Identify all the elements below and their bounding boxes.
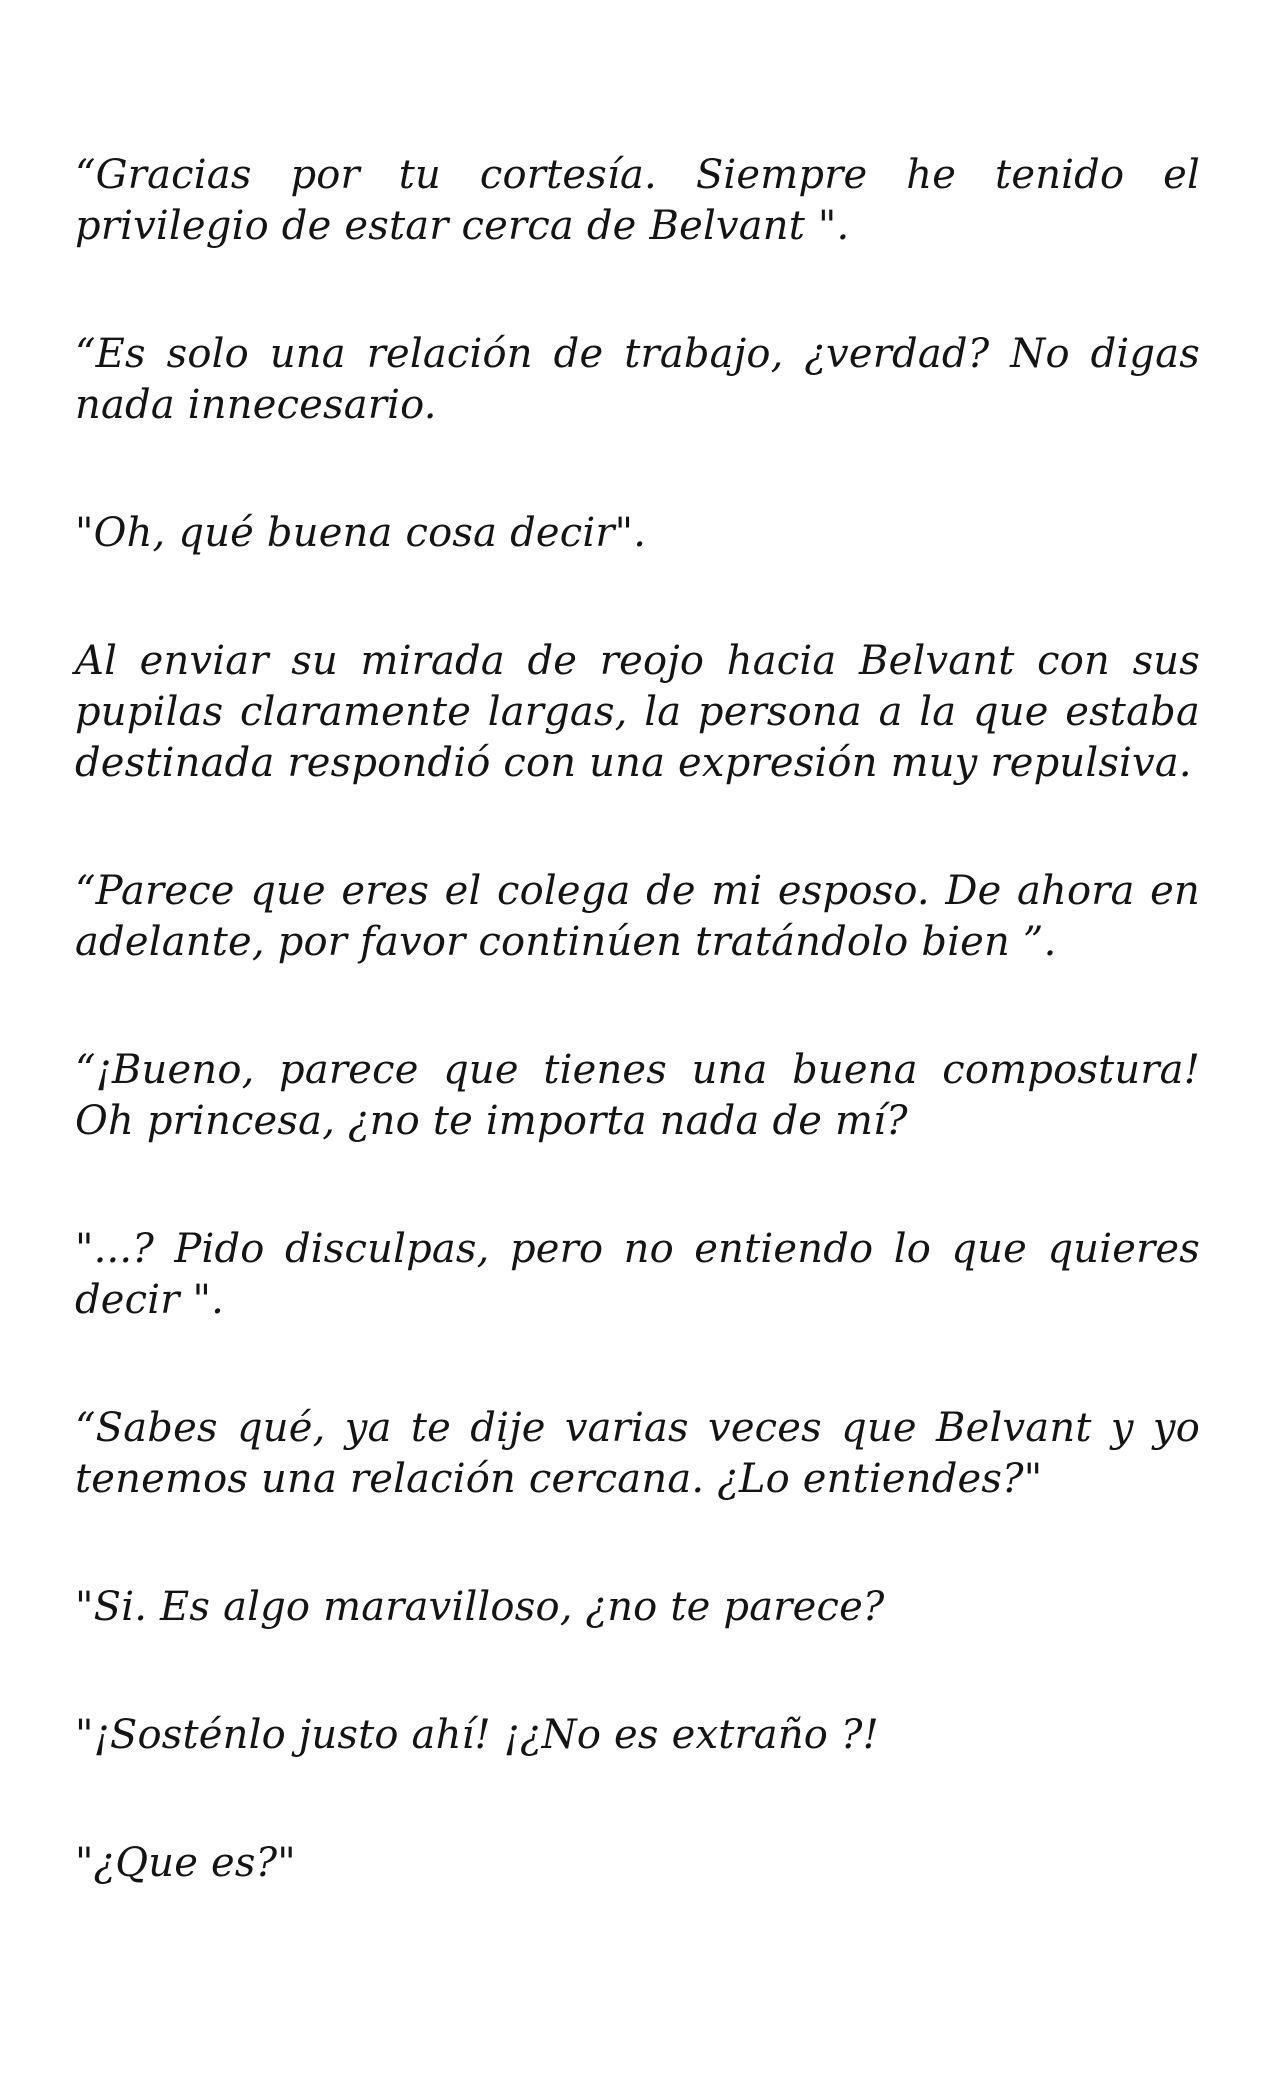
paragraph-6: “¡Bueno, parece que tienes una buena compostura! Oh princesa, ¿no te importa nada de mí? bbox=[75, 1047, 1200, 1144]
paragraph-5: “Parece que eres el colega de mi esposo. De ahora en adelante, por favor continúen tratándolo bien ”. bbox=[75, 868, 1200, 965]
paragraph-3: "Oh, qué buena cosa decir". bbox=[75, 510, 647, 556]
document-page bbox=[75, 150, 1200, 1889]
paragraph-1: “Gracias por tu cortesía. Siempre he tenido el privilegio de estar cerca de Belvant ". bbox=[75, 152, 1200, 249]
paragraph-11: "¿Que es?" bbox=[75, 1840, 296, 1886]
paragraph-8: “Sabes qué, ya te dije varias veces que Belvant y yo tenemos una relación cercana. ¿Lo entiendes?" bbox=[75, 1405, 1200, 1502]
paragraph-7: "...? Pido disculpas, pero no entiendo lo que quieres decir ". bbox=[75, 1226, 1200, 1323]
paragraph-4: Al enviar su mirada de reojo hacia Belvant con sus pupilas claramente largas, la persona a la que estaba destinada respondió con una expresión muy repulsiva. bbox=[75, 638, 1200, 786]
paragraph-9: "Si. Es algo maravilloso, ¿no te parece? bbox=[75, 1584, 885, 1630]
paragraph-10: "¡Sosténlo justo ahí! ¡¿No es extraño ?! bbox=[75, 1712, 879, 1758]
paragraph-2: “Es solo una relación de trabajo, ¿verdad? No digas nada innecesario. bbox=[75, 331, 1200, 428]
